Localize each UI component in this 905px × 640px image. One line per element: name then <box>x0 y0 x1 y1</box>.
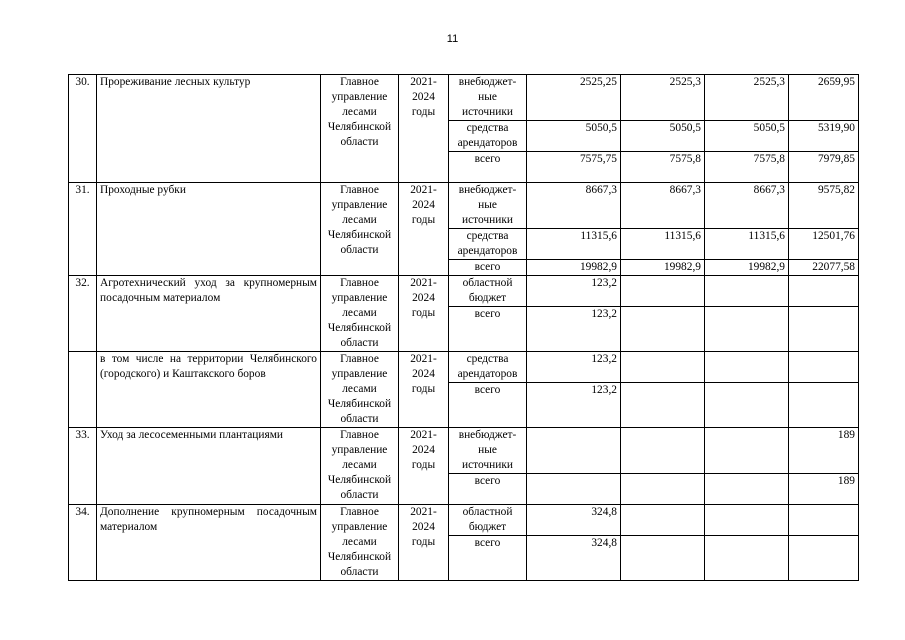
value-cell <box>789 276 859 307</box>
funding-source: всего <box>449 152 527 183</box>
value-cell <box>621 428 705 474</box>
table-row <box>69 505 859 536</box>
table-row <box>69 75 859 121</box>
executor: Главное управление лесами Челябинской области <box>321 428 399 505</box>
value-cell <box>705 307 789 352</box>
value-cell: 189 <box>789 474 859 505</box>
value-cell <box>705 352 789 383</box>
value-cell: 7575,75 <box>527 152 621 183</box>
value-cell <box>621 352 705 383</box>
executor: Главное управление лесами Челябинской области <box>321 276 399 352</box>
value-cell: 11315,6 <box>621 229 705 260</box>
value-cell <box>789 536 859 581</box>
table-row <box>69 276 859 307</box>
value-cell: 22077,58 <box>789 260 859 276</box>
activity-name: Агротехнический уход за крупномерным посадочным материалом <box>97 276 321 352</box>
activity-name: Уход за лесосеменными плантациями <box>97 428 321 505</box>
value-cell: 123,2 <box>527 276 621 307</box>
value-cell: 8667,3 <box>705 183 789 229</box>
value-cell: 7575,8 <box>705 152 789 183</box>
value-cell: 7575,8 <box>621 152 705 183</box>
row-number: 33. <box>69 428 97 505</box>
period: 2021-2024 годы <box>399 505 449 581</box>
value-cell <box>789 505 859 536</box>
value-cell <box>621 276 705 307</box>
period: 2021-2024 годы <box>399 276 449 352</box>
funding-source: всего <box>449 260 527 276</box>
value-cell <box>705 505 789 536</box>
value-cell: 19982,9 <box>705 260 789 276</box>
value-cell: 8667,3 <box>621 183 705 229</box>
value-cell <box>789 383 859 428</box>
value-cell <box>527 428 621 474</box>
value-cell: 5319,90 <box>789 121 859 152</box>
funding-source: внебюджет-ные источники <box>449 183 527 229</box>
period: 2021-2024 годы <box>399 352 449 428</box>
funding-source: средства арендаторов <box>449 121 527 152</box>
value-cell: 12501,76 <box>789 229 859 260</box>
funding-source: средства арендаторов <box>449 352 527 383</box>
value-cell: 2659,95 <box>789 75 859 121</box>
value-cell <box>621 383 705 428</box>
row-number: 31. <box>69 183 97 276</box>
row-number <box>69 352 97 428</box>
funding-source: внебюджет-ные источники <box>449 428 527 474</box>
value-cell <box>527 474 621 505</box>
funding-source: всего <box>449 536 527 581</box>
value-cell: 123,2 <box>527 307 621 352</box>
value-cell: 5050,5 <box>527 121 621 152</box>
funding-source: областной бюджет <box>449 276 527 307</box>
value-cell: 5050,5 <box>621 121 705 152</box>
value-cell <box>621 536 705 581</box>
value-cell: 7979,85 <box>789 152 859 183</box>
table-row <box>69 428 859 474</box>
value-cell: 5050,5 <box>705 121 789 152</box>
value-cell: 8667,3 <box>527 183 621 229</box>
executor: Главное управление лесами Челябинской области <box>321 505 399 581</box>
activity-name: Прореживание лесных культур <box>97 75 321 183</box>
value-cell <box>705 474 789 505</box>
value-cell: 324,8 <box>527 505 621 536</box>
value-cell: 2525,3 <box>705 75 789 121</box>
row-number: 32. <box>69 276 97 352</box>
row-number: 34. <box>69 505 97 581</box>
value-cell: 324,8 <box>527 536 621 581</box>
table-row <box>69 352 859 383</box>
value-cell: 189 <box>789 428 859 474</box>
funding-source: всего <box>449 307 527 352</box>
value-cell <box>621 307 705 352</box>
funding-source: областной бюджет <box>449 505 527 536</box>
funding-source: средства арендаторов <box>449 229 527 260</box>
period: 2021-2024 годы <box>399 183 449 276</box>
value-cell: 2525,25 <box>527 75 621 121</box>
value-cell: 123,2 <box>527 383 621 428</box>
value-cell <box>789 352 859 383</box>
value-cell: 11315,6 <box>527 229 621 260</box>
period: 2021-2024 годы <box>399 428 449 505</box>
value-cell: 2525,3 <box>621 75 705 121</box>
period: 2021-2024 годы <box>399 75 449 183</box>
activity-name: в том числе на территории Челябинского (городского) и Каштакского боров <box>97 352 321 428</box>
value-cell <box>705 536 789 581</box>
value-cell: 9575,82 <box>789 183 859 229</box>
activity-name: Дополнение крупномерным посадочным материалом <box>97 505 321 581</box>
value-cell <box>705 428 789 474</box>
table-row <box>69 183 859 229</box>
page-number: 11 <box>446 33 459 45</box>
value-cell: 19982,9 <box>621 260 705 276</box>
activity-name: Проходные рубки <box>97 183 321 276</box>
funding-source: всего <box>449 474 527 505</box>
value-cell <box>789 307 859 352</box>
executor: Главное управление лесами Челябинской области <box>321 75 399 183</box>
funding-source: внебюджет-ные источники <box>449 75 527 121</box>
executor: Главное управление лесами Челябинской области <box>321 352 399 428</box>
budget-table <box>68 74 859 581</box>
value-cell <box>621 505 705 536</box>
value-cell: 123,2 <box>527 352 621 383</box>
funding-source: всего <box>449 383 527 428</box>
value-cell: 19982,9 <box>527 260 621 276</box>
value-cell: 11315,6 <box>705 229 789 260</box>
value-cell <box>705 276 789 307</box>
executor: Главное управление лесами Челябинской области <box>321 183 399 276</box>
value-cell <box>621 474 705 505</box>
row-number: 30. <box>69 75 97 183</box>
value-cell <box>705 383 789 428</box>
